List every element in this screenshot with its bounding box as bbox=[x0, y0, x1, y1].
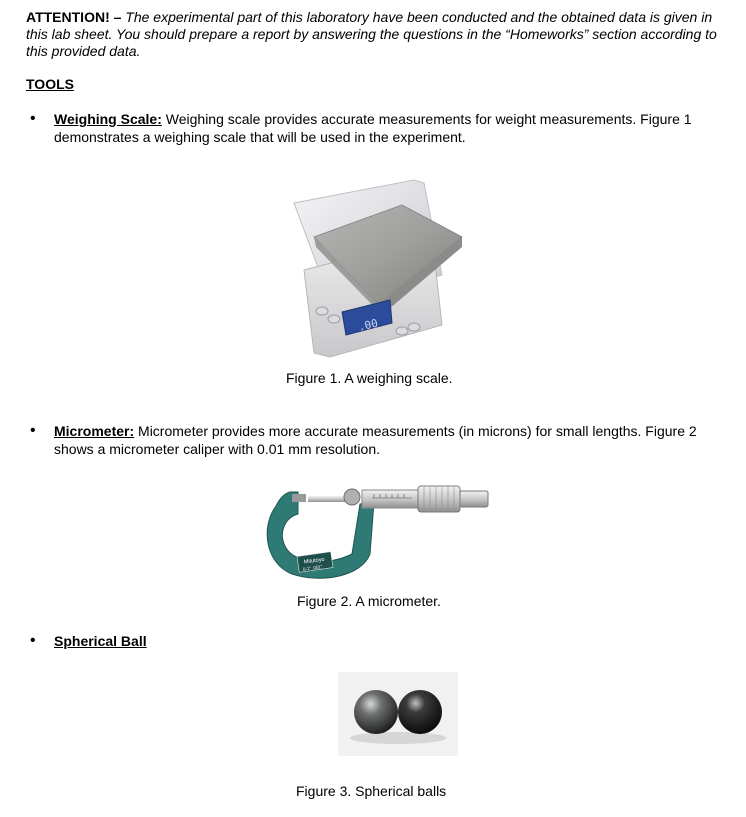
scale-button-icon bbox=[408, 323, 420, 331]
bullet-dot: • bbox=[30, 422, 36, 439]
scale-button-icon bbox=[328, 315, 340, 323]
micrometer-image bbox=[262, 484, 490, 584]
attention-label: ATTENTION! – bbox=[26, 9, 122, 25]
spherical-balls-image bbox=[338, 672, 458, 756]
attention-text: The experimental part of this laboratory have been conducted and the obtained data is given in this lab sheet. You should prepare a report by answering the questions in the “Homeworks” section according to this provided data. bbox=[26, 9, 717, 59]
bullet-micrometer bbox=[30, 422, 726, 458]
figure-1-caption: Figure 1. A weighing scale. bbox=[286, 370, 453, 386]
scale-button-icon bbox=[396, 327, 408, 335]
scale-display-text: .00 bbox=[356, 316, 380, 334]
figure-3-caption: Figure 3. Spherical balls bbox=[296, 783, 447, 799]
bullet-dot: • bbox=[30, 110, 36, 127]
micrometer-brand-text: Mitutoyo bbox=[303, 556, 325, 566]
bullet-text: Micrometer provides more accurate measurements (in microns) for small lengths. Figure 2 shows a micrometer caliper with 0.01 mm resolution. bbox=[54, 423, 697, 457]
bullet-term: Weighing Scale: bbox=[54, 111, 162, 127]
bullet-term: Micrometer: bbox=[54, 423, 135, 439]
weighing-scale-image bbox=[292, 175, 464, 360]
tools-heading: TOOLS bbox=[26, 76, 74, 92]
ball-icon bbox=[398, 690, 442, 734]
bullet-spherical-ball bbox=[30, 632, 726, 650]
figure-2-caption: Figure 2. A micrometer. bbox=[297, 593, 441, 609]
ball-icon bbox=[354, 690, 398, 734]
scale-button-icon bbox=[316, 307, 328, 315]
attention-paragraph bbox=[26, 9, 726, 60]
micrometer-range-text: 0-1" .001" bbox=[302, 564, 323, 572]
bullet-text: Weighing scale provides accurate measurements for weight measurements. Figure 1 demonstrates a weighing scale that will be used in the experiment. bbox=[54, 111, 692, 145]
bullet-dot: • bbox=[30, 632, 36, 649]
bullet-term: Spherical Ball bbox=[54, 633, 147, 649]
bullet-weighing-scale bbox=[30, 110, 726, 146]
